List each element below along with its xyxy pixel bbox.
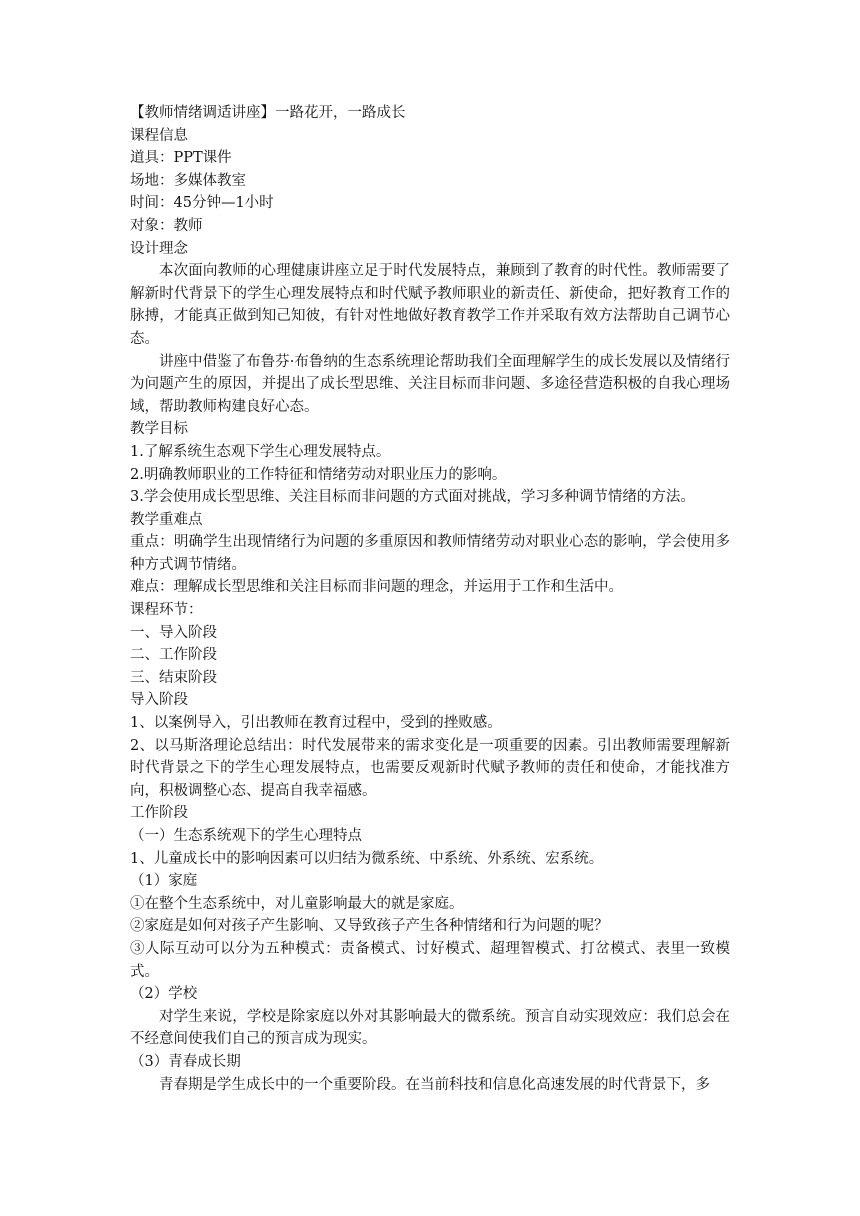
goal-item-2: 2.明确教师职业的工作特征和情绪劳动对职业压力的影响。: [130, 466, 507, 483]
youth-paragraph: 青春期是学生成长中的一个重要阶段。在当前科技和信息化高速发展的时代背景下，多: [159, 1076, 710, 1093]
intro-item-2: 2、以马斯洛理论总结出：时代发展带来的需求变化是一项重要的因素。引出教师需要理解新时代背景之下的学生心理发展特点，也需要反观新时代赋予教师的责任和使命，才能找准方向，积极调整心态、提高自我幸福感。: [130, 737, 730, 799]
step-item-3: 三、结束阶段: [130, 669, 217, 686]
key-point-paragraph: 重点：明确学生出现情绪行为问题的多重原因和教师情绪劳动对职业心态的影响，学会使用多种方式调节情绪。: [130, 534, 730, 573]
design-heading: 设计理念: [130, 240, 188, 257]
family-item-2: ②家庭是如何对孩子产生影响、又导致孩子产生各种情绪和行为问题的呢？: [130, 918, 609, 935]
family-item-1: ①在整个生态系统中，对儿童影响最大的就是家庭。: [130, 895, 464, 912]
goals-heading: 教学目标: [130, 421, 188, 438]
venue-line: 场地：多媒体教室: [130, 172, 246, 189]
intro-item-1: 1、以案例导入，引出教师在教育过程中，受到的挫败感。: [130, 715, 502, 732]
work-heading: 工作阶段: [130, 805, 188, 822]
youth-heading: （3）青春成长期: [130, 1053, 241, 1070]
document-title: 【教师情绪调适讲座】一路花开，一路成长: [130, 105, 406, 121]
steps-heading: 课程环节：: [130, 602, 203, 619]
key-difficulty-heading: 教学重难点: [130, 511, 203, 528]
design-paragraph-2: 讲座中借鉴了布鲁芬·布鲁纳的生态系统理论帮助我们全面理解学生的成长发展以及情绪行为问题产生的原因，并提出了成长型思维、关注目标而非问题、多途径营造积极的自我心理场域，帮助教师构建良好心态。: [130, 353, 730, 415]
school-heading: （2）学校: [130, 986, 198, 1003]
course-info-heading: 课程信息: [130, 127, 188, 144]
audience-line: 对象：教师: [130, 217, 203, 234]
goal-item-1: 1.了解系统生态观下学生心理发展特点。: [130, 443, 391, 460]
school-paragraph: 对学生来说，学校是除家庭以外对其影响最大的微系统。预言自动实现效应：我们总会在不经意间使我们自己的预言成为现实。: [130, 1008, 730, 1048]
intro-heading: 导入阶段: [130, 692, 188, 709]
document-page: [130, 102, 730, 1096]
work-subheading-1: （一）生态系统观下的学生心理特点: [130, 828, 362, 844]
duration-line: 时间：45分钟—1小时: [130, 195, 274, 212]
step-item-2: 二、工作阶段: [130, 647, 217, 664]
props-line: 道具：PPT课件: [130, 150, 232, 167]
family-item-3: ③人际互动可以分为五种模式：责备模式、讨好模式、超理智模式、打岔模式、表里一致模式。: [130, 940, 730, 980]
step-item-1: 一、导入阶段: [130, 624, 217, 641]
work-item-1: 1、儿童成长中的影响因素可以归结为微系统、中系统、外系统、宏系统。: [130, 850, 604, 867]
family-heading: （1）家庭: [130, 873, 198, 890]
design-paragraph-1: 本次面向教师的心理健康讲座立足于时代发展特点，兼顾到了教育的时代性。教师需要了解新时代背景下的学生心理发展特点和时代赋予教师职业的新责任、新使命，把好教育工作的脉搏，才能真正做到知己知彼，有针对性地做好教育教学工作并采取有效方法帮助自己调节心态。: [130, 263, 730, 347]
difficulty-line: 难点：理解成长型思维和关注目标而非问题的理念，并运用于工作和生活中。: [130, 579, 623, 596]
goal-item-3: 3.学会使用成长型思维、关注目标而非问题的方式面对挑战，学习多种调节情绪的方法。: [130, 489, 695, 506]
